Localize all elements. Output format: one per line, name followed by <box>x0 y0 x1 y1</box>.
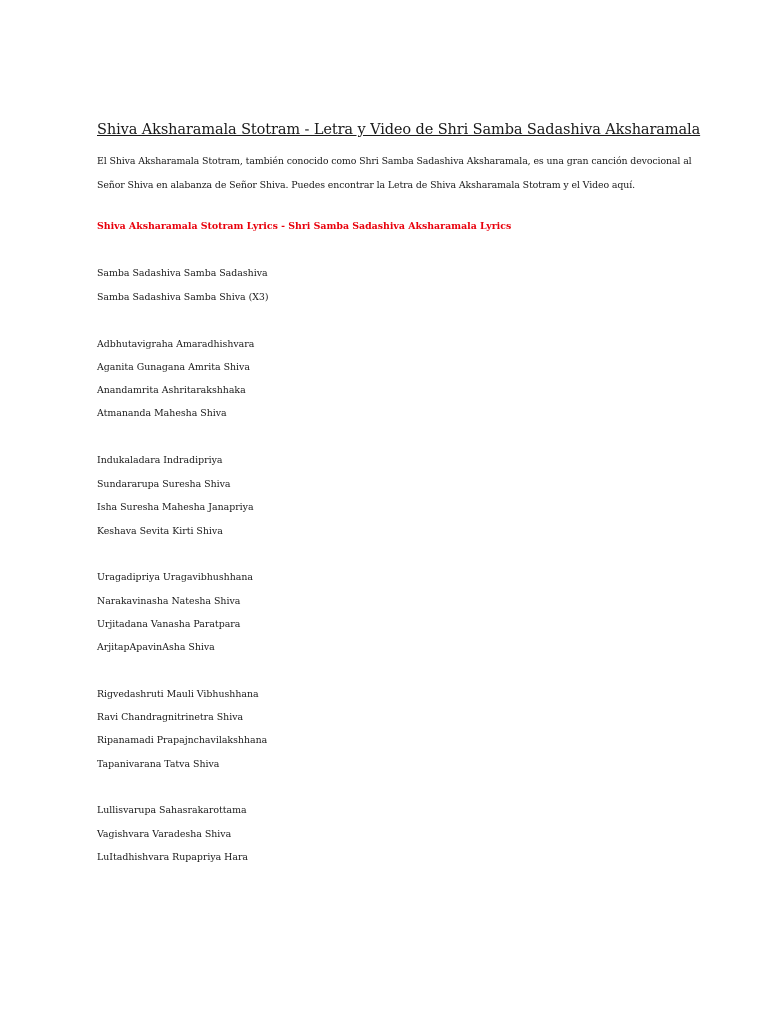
page-title: Shiva Aksharamala Stotram - Letra y Video de Shri Samba Sadashiva Aksharamala <box>97 122 701 138</box>
lyric-line: Vagishvara Varadesha Shiva <box>97 829 232 840</box>
lyric-line: ArjitapApavinAsha Shiva <box>97 642 215 653</box>
lyric-line: Samba Sadashiva Samba Sadashiva <box>97 268 268 279</box>
lyric-line: Ripanamadi Prapajnchavilakshhana <box>97 735 268 746</box>
lyric-line: Samba Sadashiva Samba Shiva (X3) <box>97 292 269 303</box>
lyric-line: Sundararupa Suresha Shiva <box>97 479 231 490</box>
lyric-line: Uragadipriya Uragavibhushhana <box>97 572 253 583</box>
lyric-line: Urjitadana Vanasha Paratpara <box>97 619 241 630</box>
lyric-line: Anandamrita Ashritarakshhaka <box>97 385 246 396</box>
lyric-line: Ravi Chandragnitrinetra Shiva <box>97 712 244 723</box>
lyric-line: Rigvedashruti Mauli Vibhushhana <box>97 689 259 700</box>
lyric-line: Aganita Gunagana Amrita Shiva <box>97 362 250 373</box>
lyric-line: Lullisvarupa Sahasrakarottama <box>97 805 247 816</box>
intro-paragraph: El Shiva Aksharamala Stotram, también conocido como Shri Samba Sadashiva Aksharamala, es una gran canción devocional al Señor Shiva en alabanza de Señor Shiva. Puedes encontrar la Letra de Shiva Aksharamala Stotram y el Video aquí. <box>97 156 692 191</box>
lyric-line: Tapanivarana Tatva Shiva <box>97 759 220 770</box>
lyric-line: Narakavinasha Natesha Shiva <box>97 596 241 607</box>
lyric-line: Isha Suresha Mahesha Janapriya <box>97 502 254 513</box>
lyric-line: Atmananda Mahesha Shiva <box>97 408 227 419</box>
lyric-line: LuItadhishvara Rupapriya Hara <box>97 852 249 863</box>
lyric-line: Indukaladara Indradipriya <box>97 455 223 466</box>
lyrics-heading: Shiva Aksharamala Stotram Lyrics - Shri Samba Sadashiva Aksharamala Lyrics <box>97 221 512 232</box>
lyric-line: Keshava Sevita Kirti Shiva <box>97 526 223 537</box>
lyric-line: Adbhutavigraha Amaradhishvara <box>97 339 255 350</box>
